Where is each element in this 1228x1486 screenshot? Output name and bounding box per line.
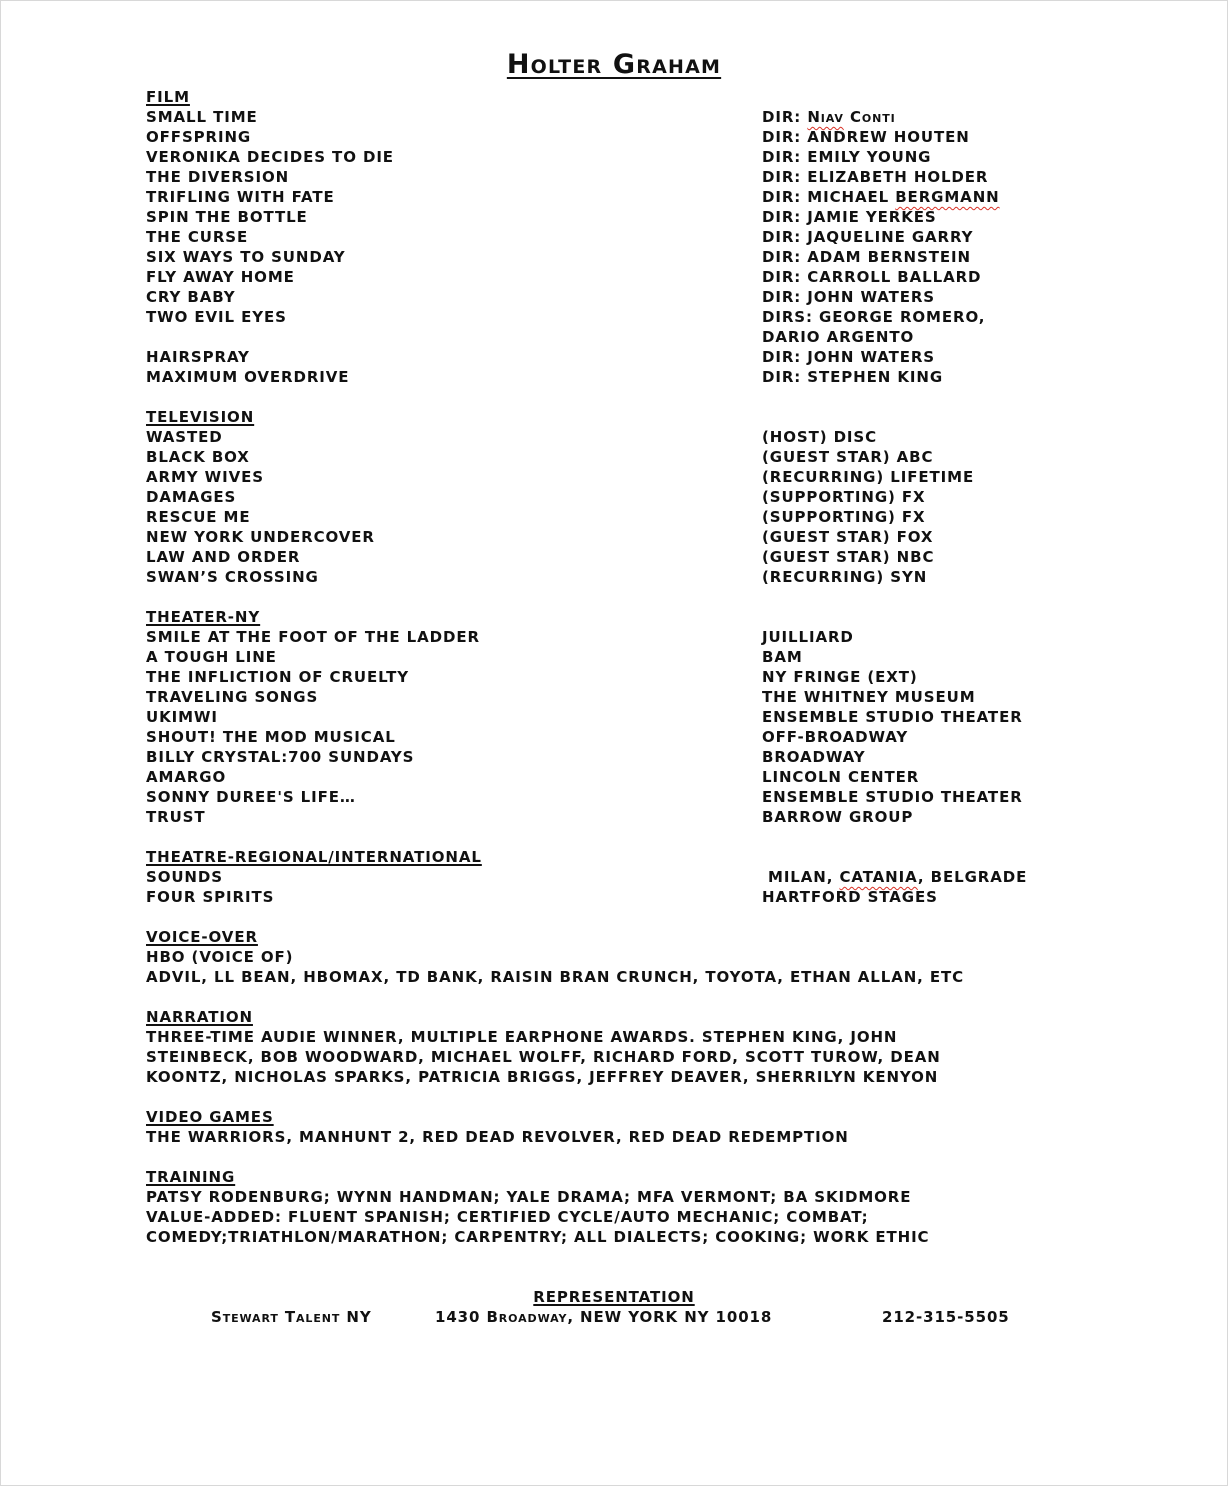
credit-title: TRIFLING WITH FATE (146, 188, 335, 206)
credit-row (146, 467, 1146, 487)
credit-row (146, 287, 1146, 307)
credit-detail: ENSEMBLE STUDIO THEATER (762, 788, 1023, 806)
theatre-regional-section (146, 847, 1146, 907)
credit-detail: HARTFORD STAGES (762, 888, 938, 906)
credit-row (146, 767, 1146, 787)
credit-detail: JUILLIARD (762, 628, 854, 646)
credit-row (146, 867, 1146, 887)
text-line: VALUE-ADDED: FLUENT SPANISH; CERTIFIED CYCLE/AUTO MECHANIC; COMBAT; (146, 1208, 869, 1226)
agency-phone: 212-315-5505 (882, 1308, 1010, 1326)
credit-row (146, 747, 1146, 767)
credit-detail: NY FRINGE (EXT) (762, 668, 918, 686)
credit-title: THE DIVERSION (146, 168, 290, 186)
credit-title: BLACK BOX (146, 448, 250, 466)
credit-detail-text: MILAN, (768, 868, 840, 886)
text-line: HBO (VOICE OF) (146, 948, 294, 966)
credit-row (146, 187, 1146, 207)
credit-detail: DIR: JOHN WATERS (762, 348, 936, 366)
credit-detail: DIR: ANDREW HOUTEN (762, 128, 970, 146)
credit-detail: DIR: JAQUELINE GARRY (762, 228, 974, 246)
television-section (146, 407, 1146, 587)
section-heading: NARRATION (146, 1008, 253, 1026)
representation-section (1, 1287, 1227, 1327)
credit-title: LAW AND ORDER (146, 548, 301, 566)
text-line: THREE-TIME AUDIE WINNER, MULTIPLE EARPHONE AWARDS. STEPHEN KING, JOHN (146, 1028, 898, 1046)
credit-title: TWO EVIL EYES (146, 308, 287, 326)
credit-row (146, 787, 1146, 807)
credit-detail: (GUEST STAR) NBC (762, 548, 935, 566)
section-heading: TRAINING (146, 1168, 236, 1186)
credit-row (146, 267, 1146, 287)
credit-title: SIX WAYS TO SUNDAY (146, 248, 346, 266)
narration-list (146, 1027, 1146, 1087)
credit-row (146, 687, 1146, 707)
credit-title: SMILE AT THE FOOT OF THE LADDER (146, 628, 480, 646)
credit-row (146, 487, 1146, 507)
credit-row (146, 427, 1146, 447)
text-line: COMEDY;TRIATHLON/MARATHON; CARPENTRY; ALL DIALECTS; COOKING; WORK ETHIC (146, 1228, 930, 1246)
credit-detail: DIR: CARROLL BALLARD (762, 268, 982, 286)
representation-heading: REPRESENTATION (533, 1288, 695, 1306)
resume-content (146, 87, 1146, 1267)
credit-title: OFFSPRING (146, 128, 252, 146)
credit-detail: BARROW GROUP (762, 808, 914, 826)
video-games-list (146, 1127, 1146, 1147)
credit-title: UKIMWI (146, 708, 218, 726)
credit-title: FOUR SPIRITS (146, 888, 275, 906)
credit-detail: DIR: JOHN WATERS (762, 288, 936, 306)
voice-over-section (146, 927, 1146, 987)
credit-title: A TOUGH LINE (146, 648, 277, 666)
credit-row (146, 127, 1146, 147)
credit-detail: (SUPPORTING) FX (762, 488, 926, 506)
credit-row (146, 527, 1146, 547)
credit-title: TRAVELING SONGS (146, 688, 319, 706)
credit-detail: DIR: ADAM BERNSTEIN (762, 248, 971, 266)
theatre-regional-list (146, 867, 1146, 907)
text-line: PATSY RODENBURG; WYNN HANDMAN; YALE DRAMA; MFA VERMONT; BA SKIDMORE (146, 1188, 912, 1206)
credit-detail: BAM (762, 648, 803, 666)
name-title: Holter Graham (506, 49, 722, 80)
film-list (146, 107, 1146, 387)
credit-detail: (RECURRING) SYN (762, 568, 928, 586)
spellcheck-word: Niav (807, 108, 844, 126)
credit-row (146, 667, 1146, 687)
training-section (146, 1167, 1146, 1247)
credit-row (146, 707, 1146, 727)
film-section (146, 87, 1146, 387)
credit-detail (762, 107, 1146, 127)
text-line: STEINBECK, BOB WOODWARD, MICHAEL WOLFF, RICHARD FORD, SCOTT TUROW, DEAN (146, 1048, 941, 1066)
credit-detail: LINCOLN CENTER (762, 768, 920, 786)
credit-row (146, 167, 1146, 187)
credit-title: ARMY WIVES (146, 468, 264, 486)
credit-row (146, 307, 1146, 347)
credit-row (146, 507, 1146, 527)
credit-row (146, 107, 1146, 127)
credit-title: FLY AWAY HOME (146, 268, 295, 286)
credit-detail-text: DIR: (762, 108, 808, 126)
section-heading: THEATRE-REGIONAL/INTERNATIONAL (146, 848, 482, 866)
training-list (146, 1187, 1146, 1247)
credit-detail-text: Conti (843, 108, 896, 126)
credit-row (146, 547, 1146, 567)
address-street: 1430 Broadway, (435, 1308, 574, 1326)
representation-line (1, 1307, 1227, 1327)
credit-row (146, 447, 1146, 467)
theater-ny-list (146, 627, 1146, 827)
credit-detail (762, 187, 1146, 207)
credit-row (146, 227, 1146, 247)
credit-detail: (RECURRING) LIFETIME (762, 468, 975, 486)
credit-title: SONNY DUREE'S LIFE… (146, 788, 356, 806)
credit-detail (762, 867, 1146, 887)
section-heading: TELEVISION (146, 408, 255, 426)
credit-detail: BROADWAY (762, 748, 866, 766)
credit-title: NEW YORK UNDERCOVER (146, 528, 375, 546)
credit-title: SMALL TIME (146, 108, 258, 126)
credit-detail: OFF-BROADWAY (762, 728, 909, 746)
credit-title: SHOUT! THE MOD MUSICAL (146, 728, 396, 746)
credit-row (146, 347, 1146, 367)
credit-title: WASTED (146, 428, 223, 446)
credit-title: AMARGO (146, 768, 227, 786)
credit-detail: DIRS: GEORGE ROMERO, DARIO ARGENTO (762, 308, 986, 346)
text-line: THE WARRIORS, MANHUNT 2, RED DEAD REVOLVER, RED DEAD REDEMPTION (146, 1128, 849, 1146)
credit-row (146, 727, 1146, 747)
credit-detail: (GUEST STAR) FOX (762, 528, 934, 546)
credit-row (146, 887, 1146, 907)
credit-title: SOUNDS (146, 868, 223, 886)
credit-title: DAMAGES (146, 488, 237, 506)
section-heading: THEATER-NY (146, 608, 261, 626)
credit-row (146, 207, 1146, 227)
spellcheck-word: BERGMANN (895, 188, 1000, 206)
credit-title: RESCUE ME (146, 508, 251, 526)
credit-detail: (SUPPORTING) FX (762, 508, 926, 526)
credit-detail-text: , BELGRADE (917, 868, 1028, 886)
credit-title: TRUST (146, 808, 206, 826)
credit-detail: (HOST) DISC (762, 428, 878, 446)
credit-detail: THE WHITNEY MUSEUM (762, 688, 976, 706)
credit-row (146, 147, 1146, 167)
credit-detail: ENSEMBLE STUDIO THEATER (762, 708, 1023, 726)
credit-row (146, 367, 1146, 387)
credit-title: SWAN’S CROSSING (146, 568, 319, 586)
video-games-section (146, 1107, 1146, 1147)
credit-row (146, 647, 1146, 667)
agency-name: Stewart Talent NY (211, 1308, 372, 1326)
text-line: KOONTZ, NICHOLAS SPARKS, PATRICIA BRIGGS, JEFFREY DEAVER, SHERRILYN KENYON (146, 1068, 939, 1086)
section-heading: FILM (146, 88, 190, 106)
credit-title: THE CURSE (146, 228, 249, 246)
text-line: ADVIL, LL BEAN, HBOMAX, TD BANK, RAISIN BRAN CRUNCH, TOYOTA, ETHAN ALLAN, ETC (146, 968, 965, 986)
credit-row (146, 567, 1146, 587)
narration-section (146, 1007, 1146, 1087)
credit-detail: DIR: ELIZABETH HOLDER (762, 168, 989, 186)
credit-detail: DIR: EMILY YOUNG (762, 148, 932, 166)
voice-over-list (146, 947, 1146, 987)
credit-row (146, 807, 1146, 827)
credit-title: BILLY CRYSTAL:700 SUNDAYS (146, 748, 415, 766)
section-heading: VOICE-OVER (146, 928, 258, 946)
credit-detail: DIR: STEPHEN KING (762, 368, 944, 386)
address-city: NEW YORK NY 10018 (573, 1308, 773, 1326)
credit-detail: (GUEST STAR) ABC (762, 448, 934, 466)
credit-title: VERONIKA DECIDES TO DIE (146, 148, 394, 166)
credit-detail-text: DIR: MICHAEL (762, 188, 896, 206)
credit-row (146, 247, 1146, 267)
credit-row (146, 627, 1146, 647)
agency-address (435, 1307, 772, 1327)
credit-detail: DIR: JAMIE YERKES (762, 208, 937, 226)
spellcheck-word: CATANIA (839, 868, 918, 886)
section-heading: VIDEO GAMES (146, 1108, 274, 1126)
credit-title: THE INFLICTION OF CRUELTY (146, 668, 409, 686)
credit-title: HAIRSPRAY (146, 348, 250, 366)
credit-title: CRY BABY (146, 288, 236, 306)
credit-title: MAXIMUM OVERDRIVE (146, 368, 350, 386)
credit-title: SPIN THE BOTTLE (146, 208, 308, 226)
theater-ny-section (146, 607, 1146, 827)
television-list (146, 427, 1146, 587)
